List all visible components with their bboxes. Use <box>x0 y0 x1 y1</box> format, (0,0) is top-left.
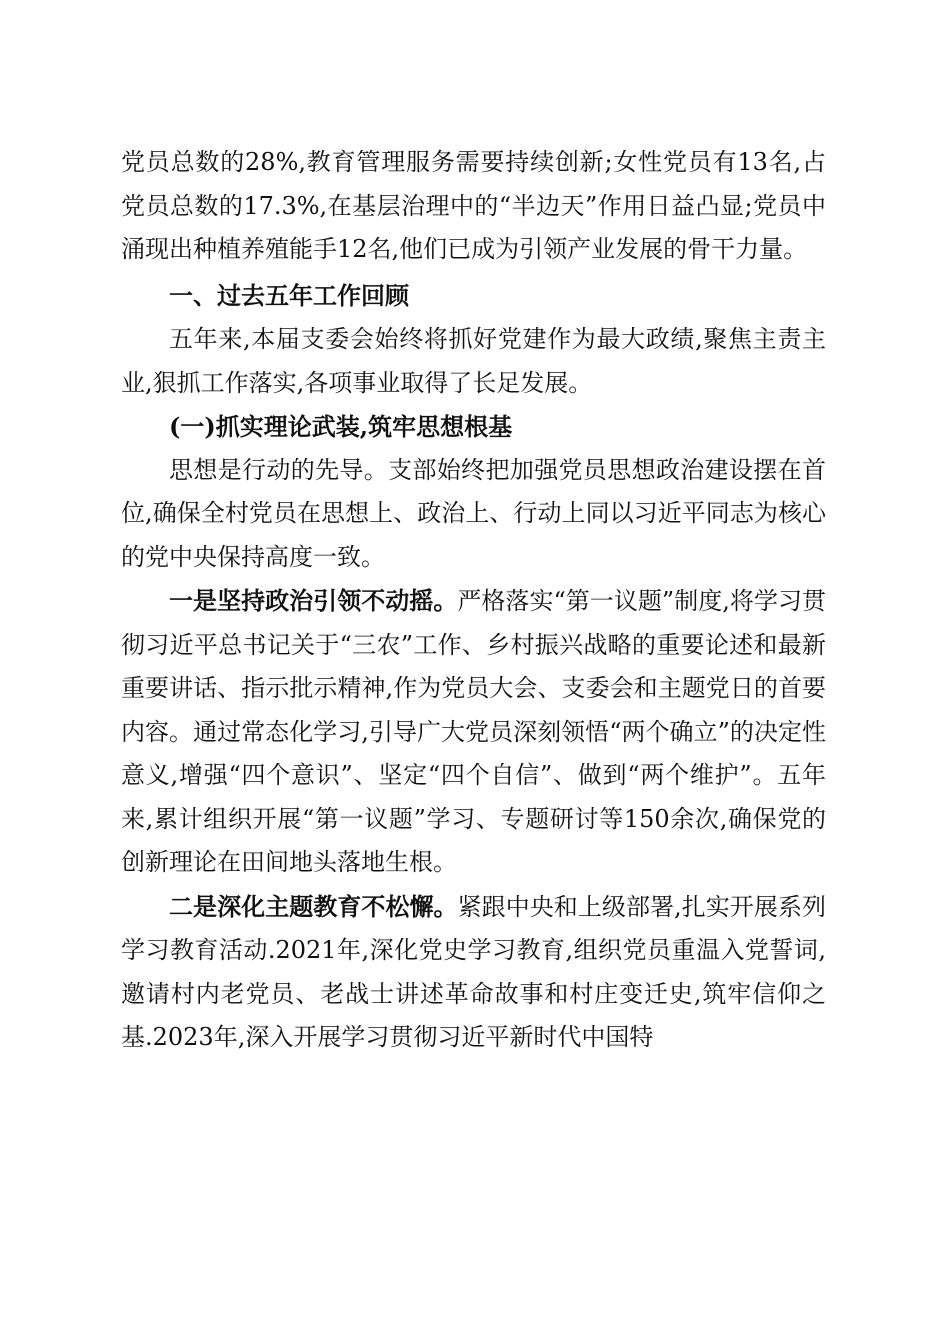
paragraph-point-one <box>121 579 826 885</box>
document-body <box>121 141 826 1060</box>
point-one-body: 严格落实“第一议题”制度,将学习贯彻习近平总书记关于“三农”工作、乡村振兴战略的重要论述和最新重要讲话、指示批示精神,作为党员大会、支委会和主题党日的首要内容。通过常态化学习,引导广大党员深刻领悟“两个确立”的决定性意义,增强“四个意识”、坚定“四个自信”、做到“两个维护”。五年来,累计组织开展“第一议题”学习、专题研讨等150余次,确保党的创新理论在田间地头落地生根。 <box>121 587 826 876</box>
paragraph-continued: 党员总数的28%,教育管理服务需要持续创新;女性党员有13名,占党员总数的17.3%,在基层治理中的“半边天”作用日益凸显;党员中涌现出种植养殖能手12名,他们已成为引领产业发展的骨干力量。 <box>121 148 826 263</box>
paragraph-intro: 五年来,本届支委会始终将抓好党建作为最大政绩,聚焦主责主业,狠抓工作落实,各项事业取得了长足发展。 <box>121 325 826 397</box>
point-two-body: 紧跟中央和上级部署,扎实开展系列学习教育活动.2021年,深化党史学习教育,组织党员重温入党誓词,邀请村内老党员、老战士讲述革命故事和村庄变迁史,筑牢信仰之基.2023年,深入开展学习贯彻习近平新时代中国特 <box>121 892 826 1051</box>
point-one-lead: 一是坚持政治引领不动摇。 <box>169 586 458 615</box>
section-heading: 一、过去五年工作回顾 <box>169 281 409 310</box>
point-two-lead: 二是深化主题教育不松懈。 <box>169 891 458 921</box>
subsection-heading: (一)抓实理论武装,筑牢思想根基 <box>169 412 513 441</box>
paragraph-point-two <box>121 885 826 1060</box>
paragraph-thought: 思想是行动的先导。支部始终把加强党员思想政治建设摆在首位,确保全村党员在思想上、政治上、行动上同以习近平同志为核心的党中央保持高度一致。 <box>121 455 826 571</box>
